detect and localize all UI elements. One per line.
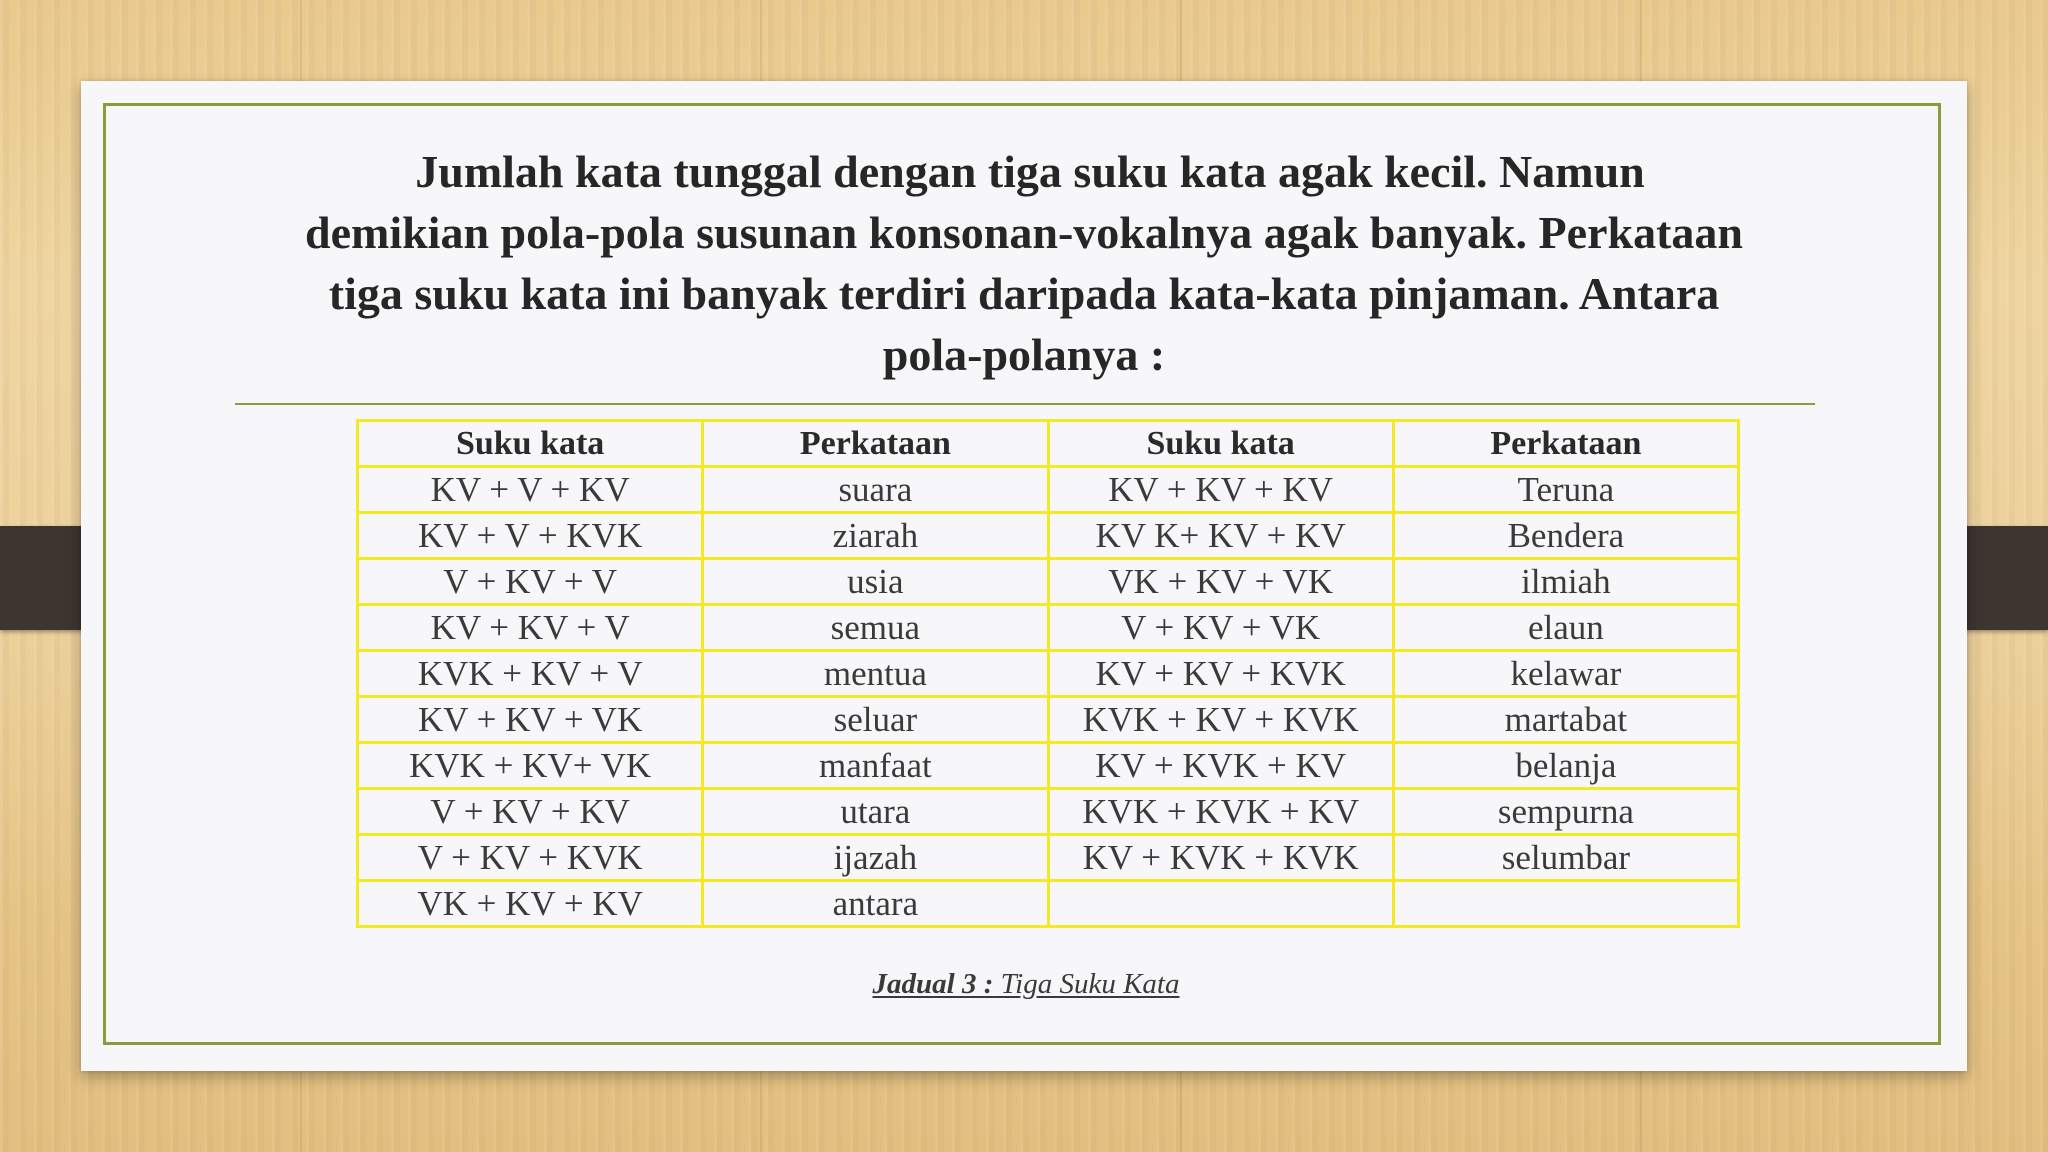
cell-perkataan: Teruna (1393, 467, 1738, 513)
cell-suku-kata: V + KV + KV (358, 789, 703, 835)
cell-suku-kata: KV + KV + V (358, 605, 703, 651)
cell-suku-kata: KV + KVK + KVK (1048, 835, 1393, 881)
cell-suku-kata: KV + KV + KV (1048, 467, 1393, 513)
table-row (358, 605, 1739, 651)
table-row (358, 651, 1739, 697)
table-row (358, 513, 1739, 559)
table-row (358, 743, 1739, 789)
intro-paragraph (231, 141, 1817, 385)
cell-perkataan: martabat (1393, 697, 1738, 743)
cell-suku-kata: VK + KV + KV (358, 881, 703, 927)
cell-perkataan: sempurna (1393, 789, 1738, 835)
table-row (358, 789, 1739, 835)
table-row (358, 881, 1739, 927)
cell-perkataan: Bendera (1393, 513, 1738, 559)
cell-suku-kata: V + KV + KVK (358, 835, 703, 881)
table-row (358, 835, 1739, 881)
header-suku-kata: Suku kata (358, 421, 703, 467)
cell-perkataan: kelawar (1393, 651, 1738, 697)
cell-perkataan: ziarah (703, 513, 1048, 559)
cell-perkataan: suara (703, 467, 1048, 513)
cell-suku-kata: KV K+ KV + KV (1048, 513, 1393, 559)
cell-perkataan: antara (703, 881, 1048, 927)
cell-suku-kata: KV + V + KV (358, 467, 703, 513)
table-row (358, 697, 1739, 743)
cell-suku-kata: VK + KV + VK (1048, 559, 1393, 605)
header-perkataan: Perkataan (1393, 421, 1738, 467)
syllable-pattern-table (356, 419, 1740, 928)
cell-perkataan: seluar (703, 697, 1048, 743)
cell-suku-kata: KV + KVK + KV (1048, 743, 1393, 789)
table-caption (81, 968, 1971, 1001)
table-row (358, 467, 1739, 513)
intro-line: demikian pola-pola susunan konsonan-vokalnya agak banyak. Perkataan (305, 207, 1743, 258)
cell-perkataan (1393, 881, 1738, 927)
cell-perkataan: elaun (1393, 605, 1738, 651)
cell-suku-kata: KV + V + KVK (358, 513, 703, 559)
cell-suku-kata (1048, 881, 1393, 927)
table-row (358, 559, 1739, 605)
header-perkataan: Perkataan (703, 421, 1048, 467)
cell-suku-kata: KV + KV + VK (358, 697, 703, 743)
cell-perkataan: utara (703, 789, 1048, 835)
cell-suku-kata: KVK + KV + KVK (1048, 697, 1393, 743)
cell-suku-kata: KVK + KVK + KV (1048, 789, 1393, 835)
intro-line: pola-polanya : (882, 329, 1166, 380)
header-suku-kata: Suku kata (1048, 421, 1393, 467)
caption-label: Jadual 3 : (872, 968, 994, 1000)
cell-perkataan: ilmiah (1393, 559, 1738, 605)
caption-title: Tiga Suku Kata (993, 968, 1180, 1000)
cell-suku-kata: V + KV + V (358, 559, 703, 605)
intro-line: tiga suku kata ini banyak terdiri daripada kata-kata pinjaman. Antara (328, 268, 1720, 319)
title-divider (235, 403, 1815, 405)
table-header-row (358, 421, 1739, 467)
cell-suku-kata: KVK + KV+ VK (358, 743, 703, 789)
cell-perkataan: belanja (1393, 743, 1738, 789)
slide-card (81, 81, 1967, 1071)
intro-line: Jumlah kata tunggal dengan tiga suku kata agak kecil. Namun (415, 146, 1645, 197)
cell-perkataan: semua (703, 605, 1048, 651)
cell-suku-kata: KV + KV + KVK (1048, 651, 1393, 697)
cell-perkataan: ijazah (703, 835, 1048, 881)
cell-suku-kata: V + KV + VK (1048, 605, 1393, 651)
cell-perkataan: selumbar (1393, 835, 1738, 881)
cell-perkataan: usia (703, 559, 1048, 605)
table-body (358, 467, 1739, 927)
cell-perkataan: mentua (703, 651, 1048, 697)
cell-perkataan: manfaat (703, 743, 1048, 789)
cell-suku-kata: KVK + KV + V (358, 651, 703, 697)
